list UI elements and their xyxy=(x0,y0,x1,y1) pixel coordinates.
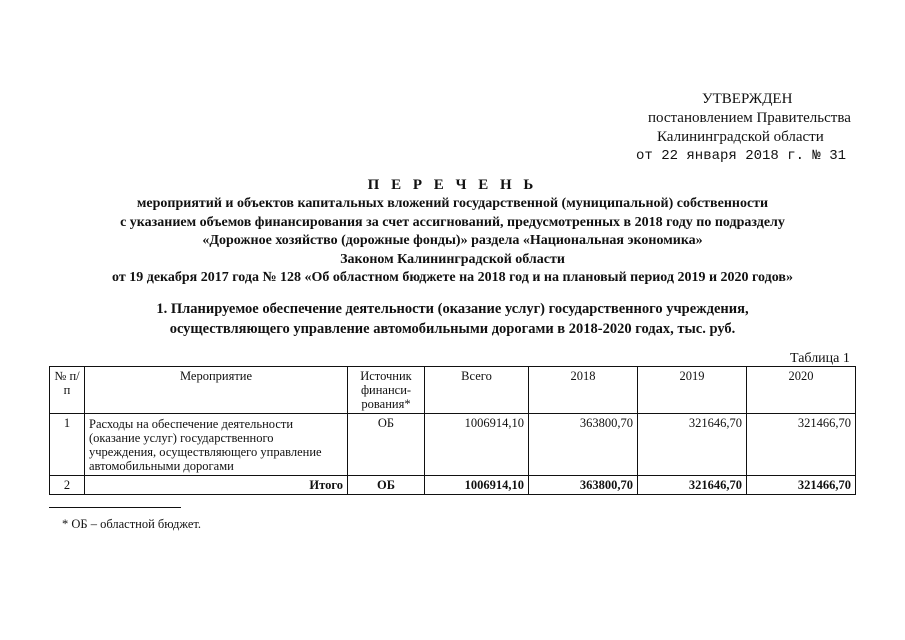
header-total: Всего xyxy=(425,367,529,414)
cell-2018: 363800,70 xyxy=(529,414,638,476)
cell-num: 2 xyxy=(50,476,85,495)
cell-2019: 321646,70 xyxy=(638,476,747,495)
header-num: № п/п xyxy=(50,367,85,414)
header-2019: 2019 xyxy=(638,367,747,414)
approval-line: постановлением Правительства xyxy=(648,110,851,126)
cell-total-label: Итого xyxy=(85,476,348,495)
header-2018: 2018 xyxy=(529,367,638,414)
cell-total: 1006914,10 xyxy=(425,414,529,476)
cell-num: 1 xyxy=(50,414,85,476)
cell-source: ОБ xyxy=(348,414,425,476)
approval-title: УТВЕРЖДЕН xyxy=(702,91,793,107)
header-source: Источник финанси-рования* xyxy=(348,367,425,414)
header-measure: Мероприятие xyxy=(85,367,348,414)
approval-line: Калининградской области xyxy=(657,129,824,145)
header-2020: 2020 xyxy=(747,367,856,414)
footnote: * ОБ – областной бюджет. xyxy=(62,517,202,531)
cell-2019: 321646,70 xyxy=(638,414,747,476)
funding-table xyxy=(49,366,856,495)
document-heading xyxy=(0,176,905,288)
heading-line: от 19 декабря 2017 года № 128 «Об областном бюджете на 2018 год и на плановый период 2019 и 2020 годов» xyxy=(112,270,793,285)
heading-line: мероприятий и объектов капитальных вложений государственной (муниципальной) собственности xyxy=(136,196,769,211)
cell-2020: 321466,70 xyxy=(747,476,856,495)
cell-measure: Расходы на обеспечение деятельности (оказание услуг) государственного учреждения, осуществляющего управление автомобильными дорогами xyxy=(85,414,348,476)
heading-line: с указанием объемов финансирования за счет ассигнований, предусмотренных в 2018 году по подразделу xyxy=(120,214,785,230)
table-row xyxy=(50,414,856,476)
table-header-row xyxy=(50,367,856,414)
cell-2018: 363800,70 xyxy=(529,476,638,495)
table-caption: Таблица 1 xyxy=(790,351,850,366)
footnote-divider xyxy=(49,507,181,508)
section-title xyxy=(0,299,905,339)
document-title: П Е Р Е Ч Е Н Ь xyxy=(367,177,538,193)
section-title-line: осуществляющего управление автомобильными дорогами в 2018-2020 годах, тыс. руб. xyxy=(169,321,736,337)
cell-2020: 321466,70 xyxy=(747,414,856,476)
cell-total: 1006914,10 xyxy=(425,476,529,495)
approval-date-number: от 22 января 2018 г. № 31 xyxy=(636,148,847,164)
heading-line: Законом Калининградской области xyxy=(340,251,565,267)
cell-source: ОБ xyxy=(348,476,425,495)
section-title-line: 1. Планируемое обеспечение деятельности (оказание услуг) государственного учреждения, xyxy=(156,301,749,317)
table-total-row xyxy=(50,476,856,495)
heading-line: «Дорожное хозяйство (дорожные фонды)» раздела «Национальная экономика» xyxy=(202,233,703,248)
